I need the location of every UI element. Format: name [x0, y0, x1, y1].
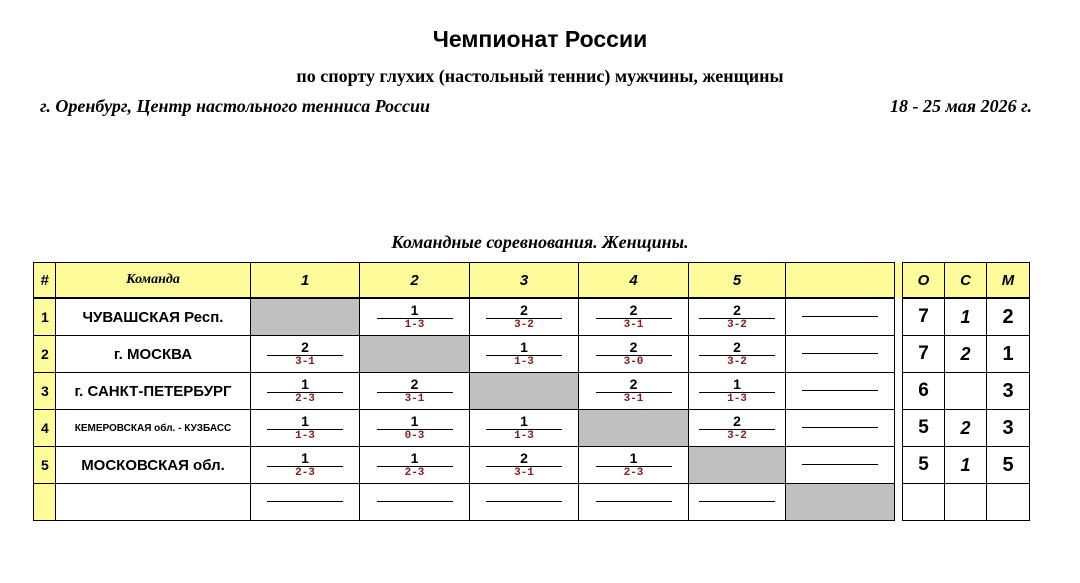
- empty-match-cell: [360, 484, 470, 521]
- match-cell: [470, 298, 579, 336]
- header-col-1: 1: [251, 263, 360, 299]
- match-games: 2-3: [295, 466, 315, 479]
- match-score: [596, 451, 672, 480]
- match-score: [267, 377, 343, 406]
- match-games: 3-2: [727, 355, 747, 368]
- match-cell: [360, 298, 470, 336]
- match-cell: [689, 373, 786, 410]
- points-total: 5: [903, 410, 945, 447]
- points-total: 5: [903, 447, 945, 484]
- match-score: [267, 451, 343, 480]
- match-cell: [360, 410, 470, 447]
- match-cell: [360, 447, 470, 484]
- match-points: 2: [596, 340, 672, 356]
- diagonal-cell: [689, 447, 786, 484]
- match-points: 1: [267, 377, 343, 393]
- table-row: [34, 336, 1030, 373]
- diagonal-cell: [579, 410, 689, 447]
- match-cell: [251, 373, 360, 410]
- diagonal-cell: [786, 484, 895, 521]
- empty-line: [802, 353, 878, 354]
- match-cell: [470, 410, 579, 447]
- team-name: МОСКОВСКАЯ обл.: [56, 447, 251, 484]
- diagonal-cell: [360, 336, 470, 373]
- header-num: #: [34, 263, 56, 299]
- table-row: [34, 373, 1030, 410]
- match-points: 2: [486, 303, 562, 319]
- match-points: 1: [486, 340, 562, 356]
- match-points: 2: [486, 451, 562, 467]
- match-cell: [470, 336, 579, 373]
- empty-line: [377, 501, 453, 502]
- page-subtitle: по спорту глухих (настольный теннис) мужчины, женщины: [296, 66, 784, 86]
- table-row: [34, 410, 1030, 447]
- column-gap: [895, 336, 903, 373]
- column-gap: [895, 298, 903, 336]
- team-name: КЕМЕРОВСКАЯ обл. - КУЗБАСС: [56, 410, 251, 447]
- match-points: 1: [267, 414, 343, 430]
- header-col-4: 4: [579, 263, 689, 299]
- match-games: 1-3: [404, 318, 425, 331]
- match-games: 3-2: [514, 318, 534, 331]
- match-points: 2: [699, 414, 775, 430]
- match-games: 3-0: [623, 355, 644, 368]
- match-games: 2-3: [295, 392, 315, 405]
- match-games: 3-2: [727, 318, 747, 331]
- empty-line: [802, 316, 878, 317]
- points-total: 7: [903, 298, 945, 336]
- header-c: С: [945, 263, 987, 299]
- match-score: [699, 377, 775, 406]
- match-cell: [251, 336, 360, 373]
- empty-match-cell: [786, 410, 895, 447]
- column-gap: [895, 373, 903, 410]
- table-row: [34, 298, 1030, 336]
- match-score: [486, 451, 562, 480]
- results-table: [33, 262, 1030, 521]
- place-value: 2: [987, 298, 1030, 336]
- points-total: 6: [903, 373, 945, 410]
- match-points: 1: [486, 414, 562, 430]
- match-points: 1: [267, 451, 343, 467]
- match-score: [267, 414, 343, 443]
- row-number: [34, 484, 56, 521]
- header-team: Команда: [56, 263, 251, 299]
- match-score: [699, 340, 775, 369]
- match-cell: [579, 298, 689, 336]
- row-number: 1: [34, 298, 56, 336]
- c-value: 2: [945, 410, 987, 447]
- match-games: 1-3: [514, 429, 534, 442]
- match-points: 2: [377, 377, 453, 393]
- empty-match-cell: [786, 373, 895, 410]
- match-score: [699, 414, 775, 443]
- team-name: г. МОСКВА: [56, 336, 251, 373]
- match-games: 1-3: [295, 429, 315, 442]
- column-gap: [895, 484, 903, 521]
- place-value: 3: [987, 410, 1030, 447]
- points-total: [903, 484, 945, 521]
- place-value: 5: [987, 447, 1030, 484]
- match-points: 2: [267, 340, 343, 356]
- c-value: 2: [945, 336, 987, 373]
- column-gap: [895, 410, 903, 447]
- row-number: 2: [34, 336, 56, 373]
- column-gap: [895, 447, 903, 484]
- match-cell: [579, 373, 689, 410]
- venue-text: г. Оренбург, Центр настольного тенниса России: [40, 96, 431, 116]
- match-games: 1-3: [514, 355, 534, 368]
- team-name: г. САНКТ-ПЕТЕРБУРГ: [56, 373, 251, 410]
- match-points: 2: [699, 340, 775, 356]
- match-points: 2: [699, 303, 775, 319]
- c-value: 1: [945, 447, 987, 484]
- dates-text: 18 - 25 мая 2026 г.: [889, 96, 1032, 116]
- match-score: [267, 340, 343, 369]
- row-number: 3: [34, 373, 56, 410]
- header-row: [34, 263, 1030, 299]
- match-points: 1: [596, 451, 672, 467]
- match-cell: [251, 447, 360, 484]
- header-points: О: [903, 263, 945, 299]
- match-score: [486, 414, 562, 443]
- place-value: 3: [987, 373, 1030, 410]
- match-points: 1: [699, 377, 775, 393]
- table-row: [34, 447, 1030, 484]
- empty-match-cell: [786, 298, 895, 336]
- match-score: [596, 340, 672, 369]
- match-score: [596, 303, 672, 332]
- match-score: [377, 303, 453, 332]
- column-gap: [895, 263, 903, 299]
- c-value: 1: [945, 298, 987, 336]
- team-name: ЧУВАШСКАЯ Респ.: [56, 298, 251, 336]
- c-value: [945, 373, 987, 410]
- match-points: 2: [596, 377, 672, 393]
- match-cell: [470, 447, 579, 484]
- header-col-5: 5: [689, 263, 786, 299]
- table-row: [34, 484, 1030, 521]
- match-score: [486, 340, 562, 369]
- empty-line: [802, 390, 878, 391]
- header-col-2: 2: [360, 263, 470, 299]
- row-number: 5: [34, 447, 56, 484]
- match-score: [596, 377, 672, 406]
- match-score: [486, 303, 562, 332]
- match-points: 1: [377, 451, 453, 467]
- match-score: [377, 451, 453, 480]
- match-score: [699, 303, 775, 332]
- match-points: 2: [596, 303, 672, 319]
- row-number: 4: [34, 410, 56, 447]
- empty-line: [486, 501, 562, 502]
- match-score: [377, 377, 453, 406]
- team-name: [56, 484, 251, 521]
- diagonal-cell: [470, 373, 579, 410]
- match-cell: [251, 410, 360, 447]
- match-cell: [360, 373, 470, 410]
- match-games: 3-2: [727, 429, 747, 442]
- place-value: 1: [987, 336, 1030, 373]
- header-place: М: [987, 263, 1030, 299]
- section-title: Командные соревнования. Женщины.: [391, 232, 689, 252]
- points-total: 7: [903, 336, 945, 373]
- empty-line: [267, 501, 343, 502]
- empty-line: [802, 427, 878, 428]
- match-score: [377, 414, 453, 443]
- header-col-blank: [786, 263, 895, 299]
- match-cell: [579, 336, 689, 373]
- match-games: 3-1: [404, 392, 425, 405]
- match-points: 1: [377, 303, 453, 319]
- match-games: 3-1: [623, 392, 644, 405]
- match-games: 3-1: [514, 466, 534, 479]
- match-games: 3-1: [623, 318, 644, 331]
- match-points: 1: [377, 414, 453, 430]
- match-games: 1-3: [727, 392, 747, 405]
- c-value: [945, 484, 987, 521]
- match-cell: [689, 298, 786, 336]
- diagonal-cell: [251, 298, 360, 336]
- match-cell: [579, 447, 689, 484]
- empty-match-cell: [579, 484, 689, 521]
- empty-line: [802, 464, 878, 465]
- match-cell: [689, 336, 786, 373]
- header-col-3: 3: [470, 263, 579, 299]
- match-games: 2-3: [404, 466, 425, 479]
- empty-match-cell: [786, 447, 895, 484]
- match-cell: [689, 410, 786, 447]
- match-games: 2-3: [623, 466, 644, 479]
- place-value: [987, 484, 1030, 521]
- empty-match-cell: [470, 484, 579, 521]
- match-games: 0-3: [404, 429, 425, 442]
- empty-match-cell: [786, 336, 895, 373]
- empty-line: [699, 501, 775, 502]
- page-title: Чемпионат России: [432, 26, 648, 52]
- match-games: 3-1: [295, 355, 315, 368]
- empty-line: [596, 501, 672, 502]
- empty-match-cell: [251, 484, 360, 521]
- empty-match-cell: [689, 484, 786, 521]
